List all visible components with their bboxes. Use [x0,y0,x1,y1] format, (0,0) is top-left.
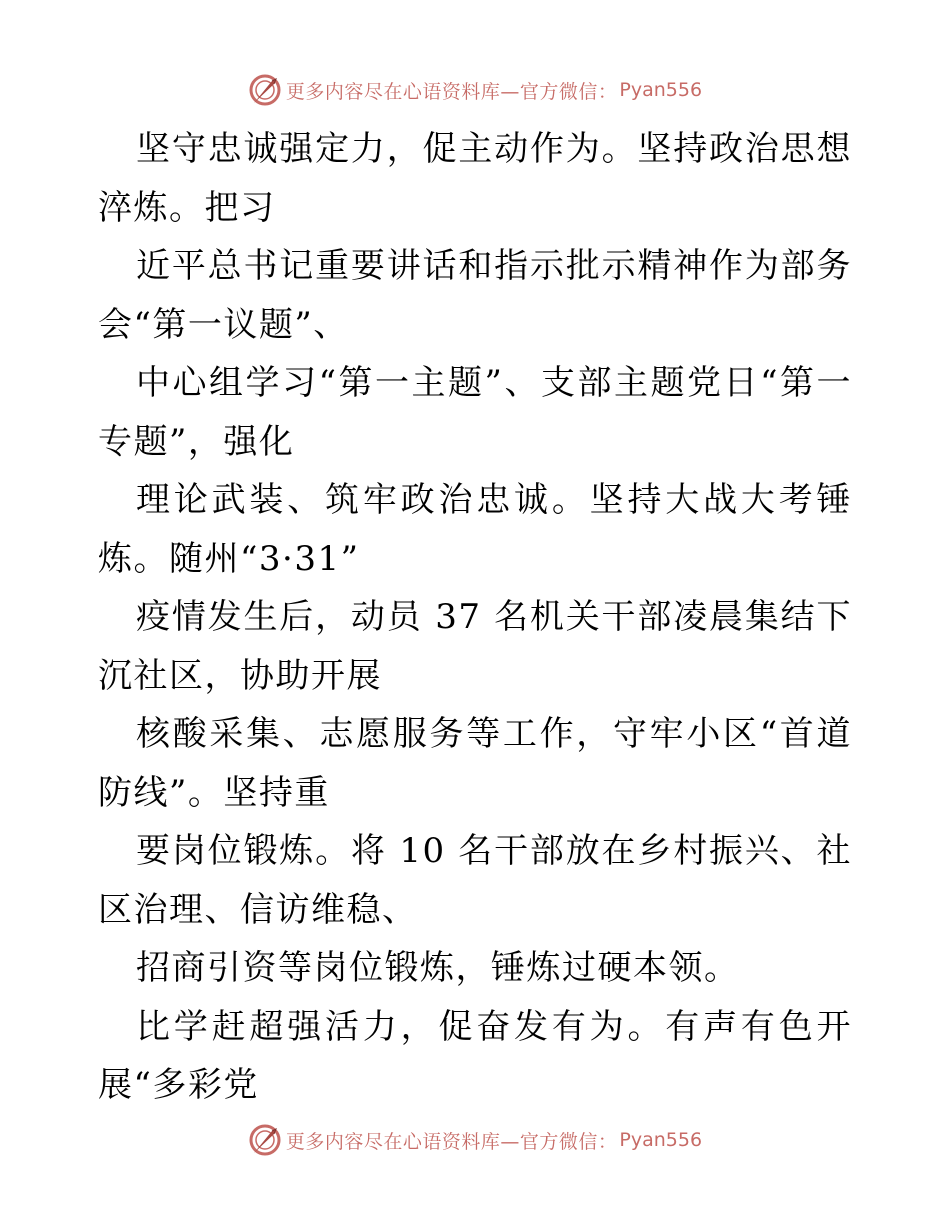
quill-pen-logo-icon [248,1123,282,1157]
paragraph-4: 理论武装、筑牢政治忠诚。坚持大战大考锤炼。随州“3·31” [98,480,852,579]
paragraph-5: 疫情发生后，动员 37 名机关干部凌晨集结下沉社区，协助开展 [98,597,852,696]
document-body [0,120,950,1115]
quill-pen-logo-icon [248,73,282,107]
paragraph-6: 核酸采集、志愿服务等工作，守牢小区“首道防线”。坚持重 [98,714,852,813]
watermark-account: Pyan556 [619,79,703,101]
paragraph-9: 比学赶超强活力，促奋发有为。有声有色开展“多彩党 [98,1006,852,1105]
watermark-account: Pyan556 [619,1129,703,1151]
paragraph-8: 招商引资等岗位锻炼，锤炼过硬本领。 [136,948,740,988]
watermark-text: 更多内容尽在心语资料库—官方微信： [285,80,618,103]
paragraph-3: 中心组学习“第一主题”、支部主题党日“第一专题”，强化 [98,363,852,462]
footer-watermark [0,1120,950,1160]
watermark-text: 更多内容尽在心语资料库—官方微信： [285,1130,618,1153]
paragraph-7: 要岗位锻炼。将 10 名干部放在乡村振兴、社区治理、信访维稳、 [98,831,852,930]
header-watermark [0,70,950,110]
paragraph-1: 坚守忠诚强定力，促主动作为。坚持政治思想淬炼。把习 [98,129,852,228]
paragraph-2: 近平总书记重要讲话和指示批示精神作为部务会“第一议题”、 [98,246,852,345]
